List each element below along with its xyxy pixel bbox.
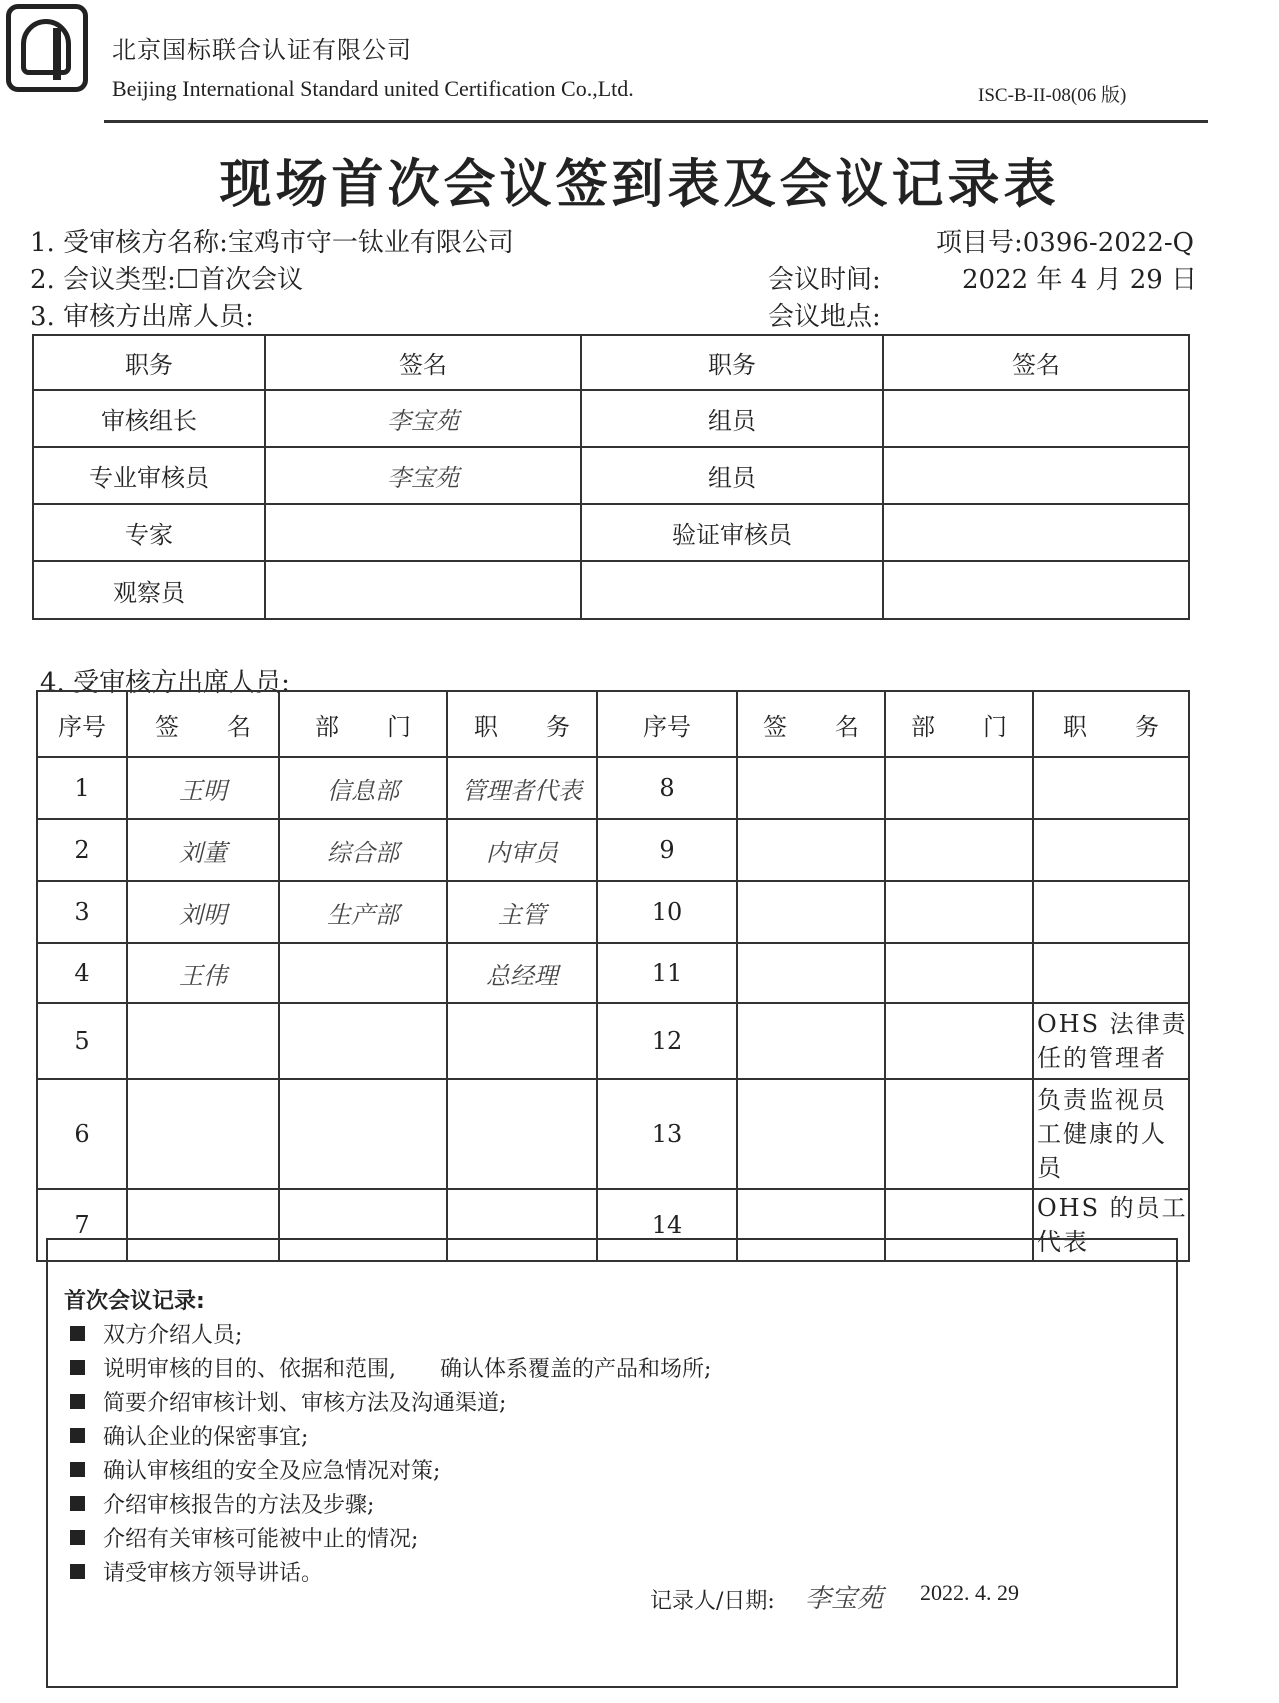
auditee-label: 1. 受审核方名称: (30, 228, 228, 258)
row-number: 9 (597, 819, 737, 881)
signature-cell[interactable] (127, 1003, 279, 1079)
table-row (37, 1079, 1189, 1189)
signature-cell[interactable] (737, 943, 885, 1003)
signature-cell[interactable]: 李宝苑 (265, 447, 581, 504)
list-item: 说明审核的目的、依据和范围, 确认体系覆盖的产品和场所; (70, 1352, 711, 1383)
header-cell: 签名 (265, 335, 581, 390)
signature-cell[interactable] (127, 1079, 279, 1189)
table-row (33, 390, 1189, 447)
table-row (37, 757, 1189, 819)
signature-cell[interactable]: 李宝苑 (265, 390, 581, 447)
auditor-attendance-table (32, 334, 1190, 620)
table-row (37, 943, 1189, 1003)
role-cell: 验证审核员 (581, 504, 883, 561)
department-cell[interactable] (885, 757, 1033, 819)
header-cell: 职 务 (447, 691, 597, 757)
role-cell: 组员 (581, 447, 883, 504)
table-row (33, 447, 1189, 504)
position-cell[interactable] (447, 1003, 597, 1079)
role-cell: 观察员 (33, 561, 265, 619)
row-number: 1 (37, 757, 127, 819)
signature-cell[interactable] (883, 447, 1189, 504)
role-cell: 审核组长 (33, 390, 265, 447)
project-number: 0396-2022-Q (1022, 228, 1194, 258)
position-cell[interactable] (447, 1079, 597, 1189)
page-title: 现场首次会议签到表及会议记录表 (219, 155, 1060, 215)
role-cell: 专业审核员 (33, 447, 265, 504)
signature-cell[interactable]: 王伟 (127, 943, 279, 1003)
list-item: 简要介绍审核计划、审核方法及沟通渠道; (70, 1386, 506, 1417)
row-number: 8 (597, 757, 737, 819)
header-divider (104, 120, 1208, 123)
meeting-record-title: 首次会议记录: (64, 1289, 205, 1314)
auditee-name: 宝鸡市守一钛业有限公司 (227, 228, 514, 258)
header-cell: 部 门 (279, 691, 447, 757)
department-cell[interactable] (885, 881, 1033, 943)
position-cell[interactable] (1033, 881, 1189, 943)
row-number: 5 (37, 1003, 127, 1079)
signature-cell[interactable] (737, 881, 885, 943)
department-cell[interactable] (279, 1003, 447, 1079)
row-number: 3 (37, 881, 127, 943)
role-cell (581, 561, 883, 619)
square-bullet-icon (70, 1394, 85, 1409)
list-item: 双方介绍人员; (70, 1318, 242, 1349)
row-number: 6 (37, 1079, 127, 1189)
header-cell: 部 门 (885, 691, 1033, 757)
list-item: 请受审核方领导讲话。 (70, 1556, 323, 1587)
row-number: 4 (37, 943, 127, 1003)
meeting-time-label: 会议时间: (768, 265, 881, 295)
department-cell[interactable]: 综合部 (279, 819, 447, 881)
auditee-name-line (30, 222, 514, 259)
table-header-row (33, 335, 1189, 390)
position-cell[interactable]: 主管 (447, 881, 597, 943)
header-cell: 职务 (33, 335, 265, 390)
position-cell[interactable] (1033, 757, 1189, 819)
row-number: 12 (597, 1003, 737, 1079)
square-bullet-icon (70, 1462, 85, 1477)
document-code: ISC-B-II-08(06 版) (978, 85, 1127, 106)
meeting-type-label: 2. 会议类型: (30, 265, 176, 295)
meeting-place-label: 会议地点: (768, 302, 881, 332)
signature-cell[interactable] (737, 1079, 885, 1189)
role-cell: 专家 (33, 504, 265, 561)
square-bullet-icon (70, 1496, 85, 1511)
header-cell: 签名 (883, 335, 1189, 390)
header-cell: 序号 (37, 691, 127, 757)
auditee-attendees-label: 4. 受审核方出席人员: (40, 668, 290, 698)
position-cell: OHS 的员工代表 (1033, 1189, 1189, 1261)
signature-cell[interactable] (883, 561, 1189, 619)
role-cell: 组员 (581, 390, 883, 447)
square-bullet-icon (70, 1530, 85, 1545)
signature-cell[interactable] (265, 561, 581, 619)
meeting-type-line (30, 259, 303, 296)
signature-cell[interactable] (737, 757, 885, 819)
header-cell: 职务 (581, 335, 883, 390)
recorder-label: 记录人/日期: (650, 1589, 775, 1614)
department-cell[interactable] (885, 1079, 1033, 1189)
signature-cell[interactable] (737, 1003, 885, 1079)
project-number-line (936, 222, 1194, 259)
company-name-en: Beijing International Standard united Certification Co.,Ltd. (112, 76, 634, 101)
position-cell[interactable]: 管理者代表 (447, 757, 597, 819)
company-logo (6, 4, 88, 92)
row-number: 11 (597, 943, 737, 1003)
auditor-attendees-label: 3. 审核方出席人员: (30, 302, 254, 332)
signature-cell[interactable] (737, 819, 885, 881)
department-cell[interactable] (885, 1003, 1033, 1079)
row-number: 2 (37, 819, 127, 881)
row-number: 14 (597, 1189, 737, 1261)
list-item: 确认审核组的安全及应急情况对策; (70, 1454, 440, 1485)
table-row (33, 561, 1189, 619)
signature-cell[interactable]: 王明 (127, 757, 279, 819)
signature-cell[interactable]: 刘明 (127, 881, 279, 943)
table-row (37, 881, 1189, 943)
list-item: 介绍审核报告的方法及步骤; (70, 1488, 374, 1519)
meeting-type-checkbox[interactable]: ☐ (175, 265, 200, 295)
department-cell[interactable] (885, 819, 1033, 881)
recorder-signature[interactable]: 李宝苑 (805, 1584, 884, 1614)
table-row (33, 504, 1189, 561)
list-item: 确认企业的保密事宜; (70, 1420, 308, 1451)
recorder-date: 2022. 4. 29 (920, 1580, 1019, 1605)
header-cell: 序号 (597, 691, 737, 757)
auditee-attendance-table (36, 690, 1190, 1262)
table-header-row (37, 691, 1189, 757)
square-bullet-icon (70, 1360, 85, 1375)
position-cell: OHS 法律责任的管理者 (1033, 1003, 1189, 1079)
list-item: 介绍有关审核可能被中止的情况; (70, 1522, 418, 1553)
department-cell[interactable] (279, 1079, 447, 1189)
row-number: 7 (37, 1189, 127, 1261)
position-cell[interactable]: 内审员 (447, 819, 597, 881)
square-bullet-icon (70, 1564, 85, 1579)
signature-cell[interactable] (883, 390, 1189, 447)
meeting-type-value: 首次会议 (199, 265, 304, 295)
department-cell[interactable]: 生产部 (279, 881, 447, 943)
position-cell[interactable]: 总经理 (447, 943, 597, 1003)
project-label: 项目号: (936, 228, 1023, 258)
signature-cell[interactable] (265, 504, 581, 561)
table-row (37, 1003, 1189, 1079)
square-bullet-icon (70, 1326, 85, 1341)
row-number: 10 (597, 881, 737, 943)
square-bullet-icon (70, 1428, 85, 1443)
table-row (37, 819, 1189, 881)
meeting-time-value: 2022 年 4 月 29 日 (962, 265, 1198, 295)
position-cell: 负责监视员工健康的人员 (1033, 1079, 1189, 1189)
header-cell: 职 务 (1033, 691, 1189, 757)
logo-mark-icon (21, 19, 71, 75)
company-name-cn: 北京国标联合认证有限公司 (112, 36, 412, 64)
row-number: 13 (597, 1079, 737, 1189)
header-cell: 签 名 (127, 691, 279, 757)
department-cell[interactable] (885, 943, 1033, 1003)
department-cell[interactable]: 信息部 (279, 757, 447, 819)
position-cell[interactable] (1033, 819, 1189, 881)
signature-cell[interactable]: 刘董 (127, 819, 279, 881)
signature-cell[interactable] (883, 504, 1189, 561)
position-cell[interactable] (1033, 943, 1189, 1003)
header-cell: 签 名 (737, 691, 885, 757)
department-cell[interactable] (279, 943, 447, 1003)
